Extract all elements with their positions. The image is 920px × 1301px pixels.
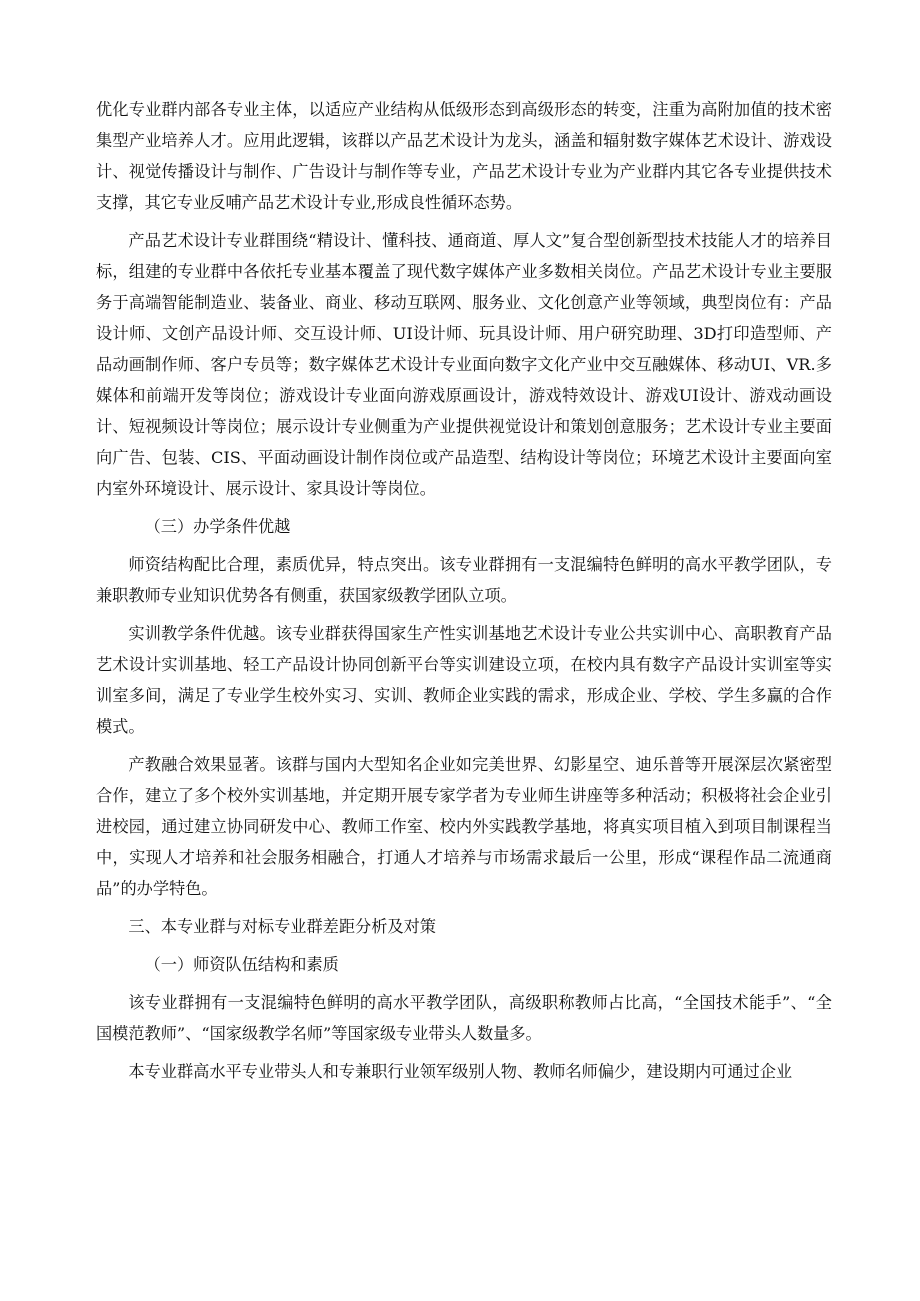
- paragraph-7: 本专业群高水平专业带头人和专兼职行业领军级别人物、教师名师偏少，建设期内可通过企业: [128, 1062, 793, 1081]
- paragraph-5: 产教融合效果显著。该群与国内大型知名企业如完美世界、幻影星空、迪乐普等开展深层次紧密型合作，建立了多个校外实训基地，并定期开展专家学者为专业师生讲座等多种活动；积极将社会企业引进校园，通过建立协同研发中心、教师工作室、校内外实践教学基地，将真实项目植入到项目制课程当中，实现人才培养和社会服务相融合，打通人才培养与市场需求最后一公里，形成“课程作品二流通商品”的办学特色。: [96, 755, 832, 898]
- subheading-1-faculty: （一）师资队伍结构和素质: [144, 955, 339, 974]
- subheading-3-school-conditions: （三）办学条件优越: [144, 517, 291, 536]
- paragraph-3: 师资结构配比合理，素质优异，特点突出。该专业群拥有一支混编特色鲜明的高水平教学团队，专兼职教师专业知识优势各有侧重，获国家级教学团队立项。: [96, 555, 832, 605]
- paragraph-6: 该专业群拥有一支混编特色鲜明的高水平教学团队，高级职称教师占比高，“全国技术能手”、“全国模范教师”、“国家级教学名师”等国家级专业带头人数量多。: [96, 993, 832, 1043]
- paragraph-1: 优化专业群内部各专业主体，以适应产业结构从低级形态到高级形态的转变，注重为高附加值的技术密集型产业培养人才。应用此逻辑，该群以产品艺术设计为龙头，涵盖和辐射数字媒体艺术设计、游戏设计、视觉传播设计与制作、广告设计与制作等专业，产品艺术设计专业为产业群内其它各专业提供技术支撑，其它专业反哺产品艺术设计专业,形成良性循环态势。: [96, 100, 832, 212]
- section-heading-3: 三、本专业群与对标专业群差距分析及对策: [128, 917, 436, 936]
- document-page: [96, 94, 832, 1094]
- paragraph-2: 产品艺术设计专业群围绕“精设计、懂科技、通商道、厚人文”复合型创新型技术技能人才的培养目标，组建的专业群中各依托专业基本覆盖了现代数字媒体产业多数相关岗位。产品艺术设计专业主要服务于高端智能制造业、装备业、商业、移动互联网、服务业、文化创意产业等领域，典型岗位有：产品设计师、文创产品设计师、交互设计师、UI设计师、玩具设计师、用户研究助理、3D打印造型师、产品动画制作师、客户专员等；数字媒体艺术设计专业面向数字文化产业中交互融媒体、移动UI、VR.多媒体和前端开发等岗位；游戏设计专业面向游戏原画设计，游戏特效设计、游戏UI设计、游戏动画设计、短视频设计等岗位；展示设计专业侧重为产业提供视觉设计和策划创意服务；艺术设计专业主要面向广告、包装、CIS、平面动画设计制作岗位或产品造型、结构设计等岗位；环境艺术设计主要面向室内室外环境设计、展示设计、家具设计等岗位。: [96, 231, 832, 498]
- paragraph-4: 实训教学条件优越。该专业群获得国家生产性实训基地艺术设计专业公共实训中心、高职教育产品艺术设计实训基地、轻工产品设计协同创新平台等实训建设立项，在校内具有数字产品设计实训室等实训室多间，满足了专业学生校外实习、实训、教师企业实践的需求，形成企业、学校、学生多赢的合作模式。: [96, 624, 832, 736]
